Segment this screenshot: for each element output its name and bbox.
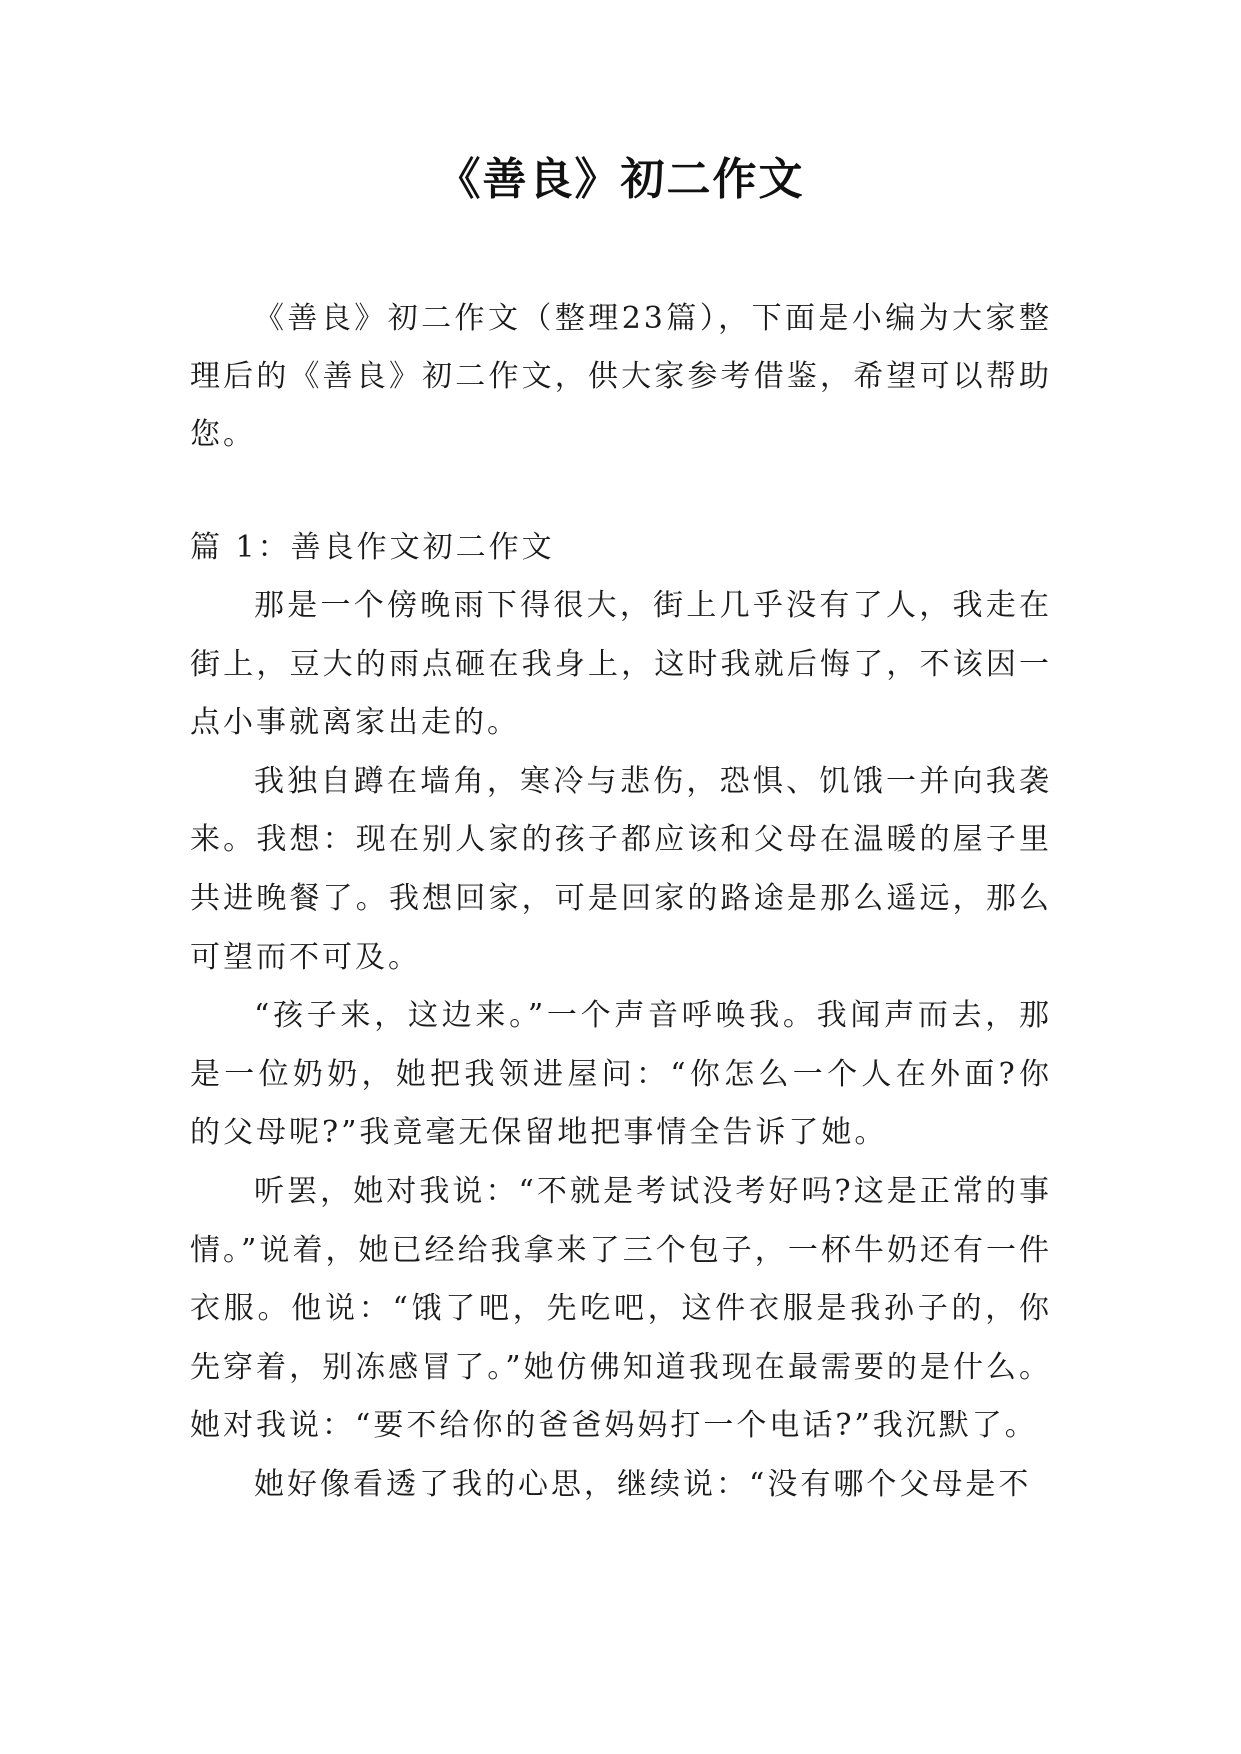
document-title: 《善良》初二作文 (436, 154, 805, 205)
paragraph: 她好像看透了我的心思，继续说：“没有哪个父母是不 (254, 1466, 1032, 1502)
paragraph: “孩子来，这边来。”一个声音呼唤我。我闻声而去，那是一位奶奶，她把我领进屋问：“你怎么一个人在外面?你的父母呢?”我竟毫无保留地把事情全告诉了她。 (190, 998, 1052, 1151)
section-heading: 篇 1：善良作文初二作文 (190, 530, 555, 565)
paragraph: 那是一个傍晚雨下得很大，街上几乎没有了人，我走在街上，豆大的雨点砸在我身上，这时我就后悔了，不该因一点小事就离家出走的。 (190, 588, 1052, 741)
intro-paragraph: 《善良》初二作文（整理23篇），下面是小编为大家整理后的《善良》初二作文，供大家参考借鉴，希望可以帮助您。 (190, 301, 1052, 452)
paragraph: 听罢，她对我说：“不就是考试没考好吗?这是正常的事情。”说着，她已经给我拿来了三个包子，一杯牛奶还有一件衣服。他说：“饿了吧，先吃吧，这件衣服是我孙子的，你先穿着，别冻感冒了。”她仿佛知道我现在最需要的是什么。她对我说：“要不给你的爸爸妈妈打一个电话?”我沉默了。 (190, 1173, 1052, 1444)
paragraph: 我独自蹲在墙角，寒冷与悲伤，恐惧、饥饿一并向我袭来。我想：现在别人家的孩子都应该和父母在温暖的屋子里共进晚餐了。我想回家，可是回家的路途是那么遥远，那么可望而不可及。 (190, 763, 1052, 975)
article-body (190, 577, 1052, 1515)
